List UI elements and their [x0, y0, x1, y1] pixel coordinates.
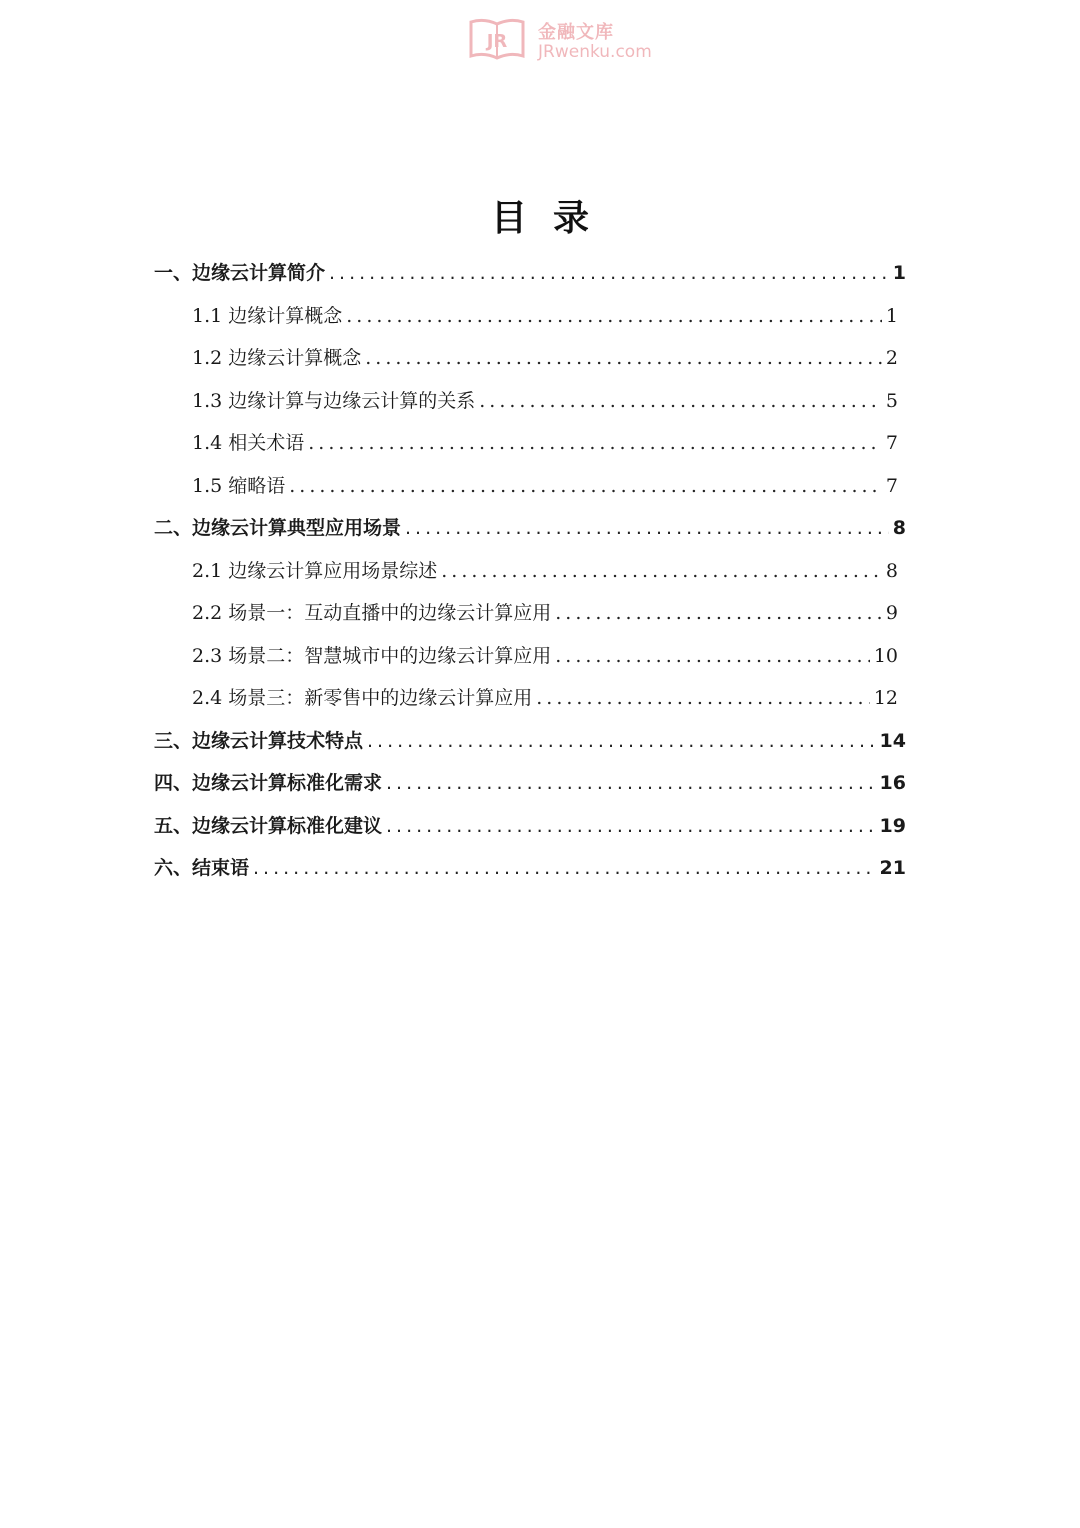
toc-entry-title: 2.4 场景三：新零售中的边缘云计算应用 — [192, 687, 533, 709]
toc-chapter-entry[interactable] — [154, 847, 906, 890]
table-of-contents — [154, 252, 906, 890]
toc-entry-title: 五、边缘云计算标准化建议 — [154, 814, 383, 837]
toc-section-entry[interactable] — [154, 337, 906, 380]
toc-dot-leader — [308, 422, 882, 465]
toc-dot-leader — [386, 805, 876, 848]
watermark-domain: JRwenku.com — [538, 42, 652, 62]
toc-chapter-entry[interactable] — [154, 252, 906, 295]
toc-section-entry[interactable] — [154, 422, 906, 465]
toc-entry-title: 1.2 边缘云计算概念 — [192, 347, 362, 369]
toc-dot-leader — [367, 720, 876, 763]
toc-page-number: 1 — [892, 262, 906, 284]
toc-chapter-entry[interactable] — [154, 507, 906, 550]
toc-page-number: 8 — [892, 517, 906, 539]
toc-entry-title: 一、边缘云计算简介 — [154, 262, 326, 284]
toc-entry-title: 三、边缘云计算技术特点 — [154, 729, 364, 752]
toc-dot-leader — [329, 252, 889, 295]
toc-section-entry[interactable] — [154, 550, 906, 593]
toc-page-number: 7 — [885, 432, 898, 454]
toc-section-entry[interactable] — [154, 592, 906, 635]
toc-entry-title: 2.3 场景二：智慧城市中的边缘云计算应用 — [192, 644, 552, 667]
toc-page-number: 12 — [873, 687, 898, 709]
toc-page-number: 10 — [873, 644, 898, 667]
toc-dot-leader — [555, 592, 882, 635]
toc-dot-leader — [405, 507, 889, 550]
toc-entry-title: 四、边缘云计算标准化需求 — [154, 772, 383, 794]
toc-page-number: 1 — [885, 304, 898, 327]
book-logo-icon — [468, 16, 526, 62]
toc-page-number: 16 — [879, 772, 906, 794]
toc-page-number: 21 — [879, 857, 906, 879]
toc-dot-leader — [346, 295, 882, 338]
toc-dot-leader — [479, 380, 882, 423]
toc-section-entry[interactable] — [154, 295, 906, 338]
toc-page-number: 2 — [885, 347, 898, 369]
toc-entry-title: 1.1 边缘计算概念 — [192, 304, 343, 327]
toc-page-number: 19 — [879, 814, 906, 837]
toc-chapter-entry[interactable] — [154, 805, 906, 848]
toc-page-number: 9 — [885, 602, 898, 624]
toc-page-number: 8 — [885, 559, 898, 582]
toc-page-number: 5 — [885, 389, 898, 412]
toc-chapter-entry[interactable] — [154, 762, 906, 805]
logo-letters: JR — [486, 31, 508, 52]
toc-dot-leader — [253, 847, 876, 890]
toc-dot-leader — [536, 677, 870, 720]
toc-dot-leader — [386, 762, 876, 805]
watermark — [468, 16, 688, 64]
toc-entry-title: 1.4 相关术语 — [192, 432, 305, 454]
toc-section-entry[interactable] — [154, 635, 906, 678]
toc-chapter-entry[interactable] — [154, 720, 906, 763]
toc-entry-title: 2.2 场景一：互动直播中的边缘云计算应用 — [192, 602, 552, 624]
toc-entry-title: 二、边缘云计算典型应用场景 — [154, 517, 402, 539]
toc-section-entry[interactable] — [154, 380, 906, 423]
toc-dot-leader — [555, 635, 870, 678]
watermark-name: 金融文库 — [538, 22, 614, 43]
toc-dot-leader — [441, 550, 882, 593]
page-title: 目录 — [490, 198, 615, 239]
toc-entry-title: 六、结束语 — [154, 857, 250, 879]
toc-section-entry[interactable] — [154, 677, 906, 720]
toc-page-number: 14 — [879, 729, 906, 752]
toc-entry-title: 2.1 边缘云计算应用场景综述 — [192, 559, 438, 582]
toc-entry-title: 1.5 缩略语 — [192, 474, 286, 497]
toc-page-number: 7 — [885, 474, 898, 497]
toc-entry-title: 1.3 边缘计算与边缘云计算的关系 — [192, 389, 476, 412]
toc-dot-leader — [289, 465, 882, 508]
toc-dot-leader — [365, 337, 882, 380]
toc-section-entry[interactable] — [154, 465, 906, 508]
